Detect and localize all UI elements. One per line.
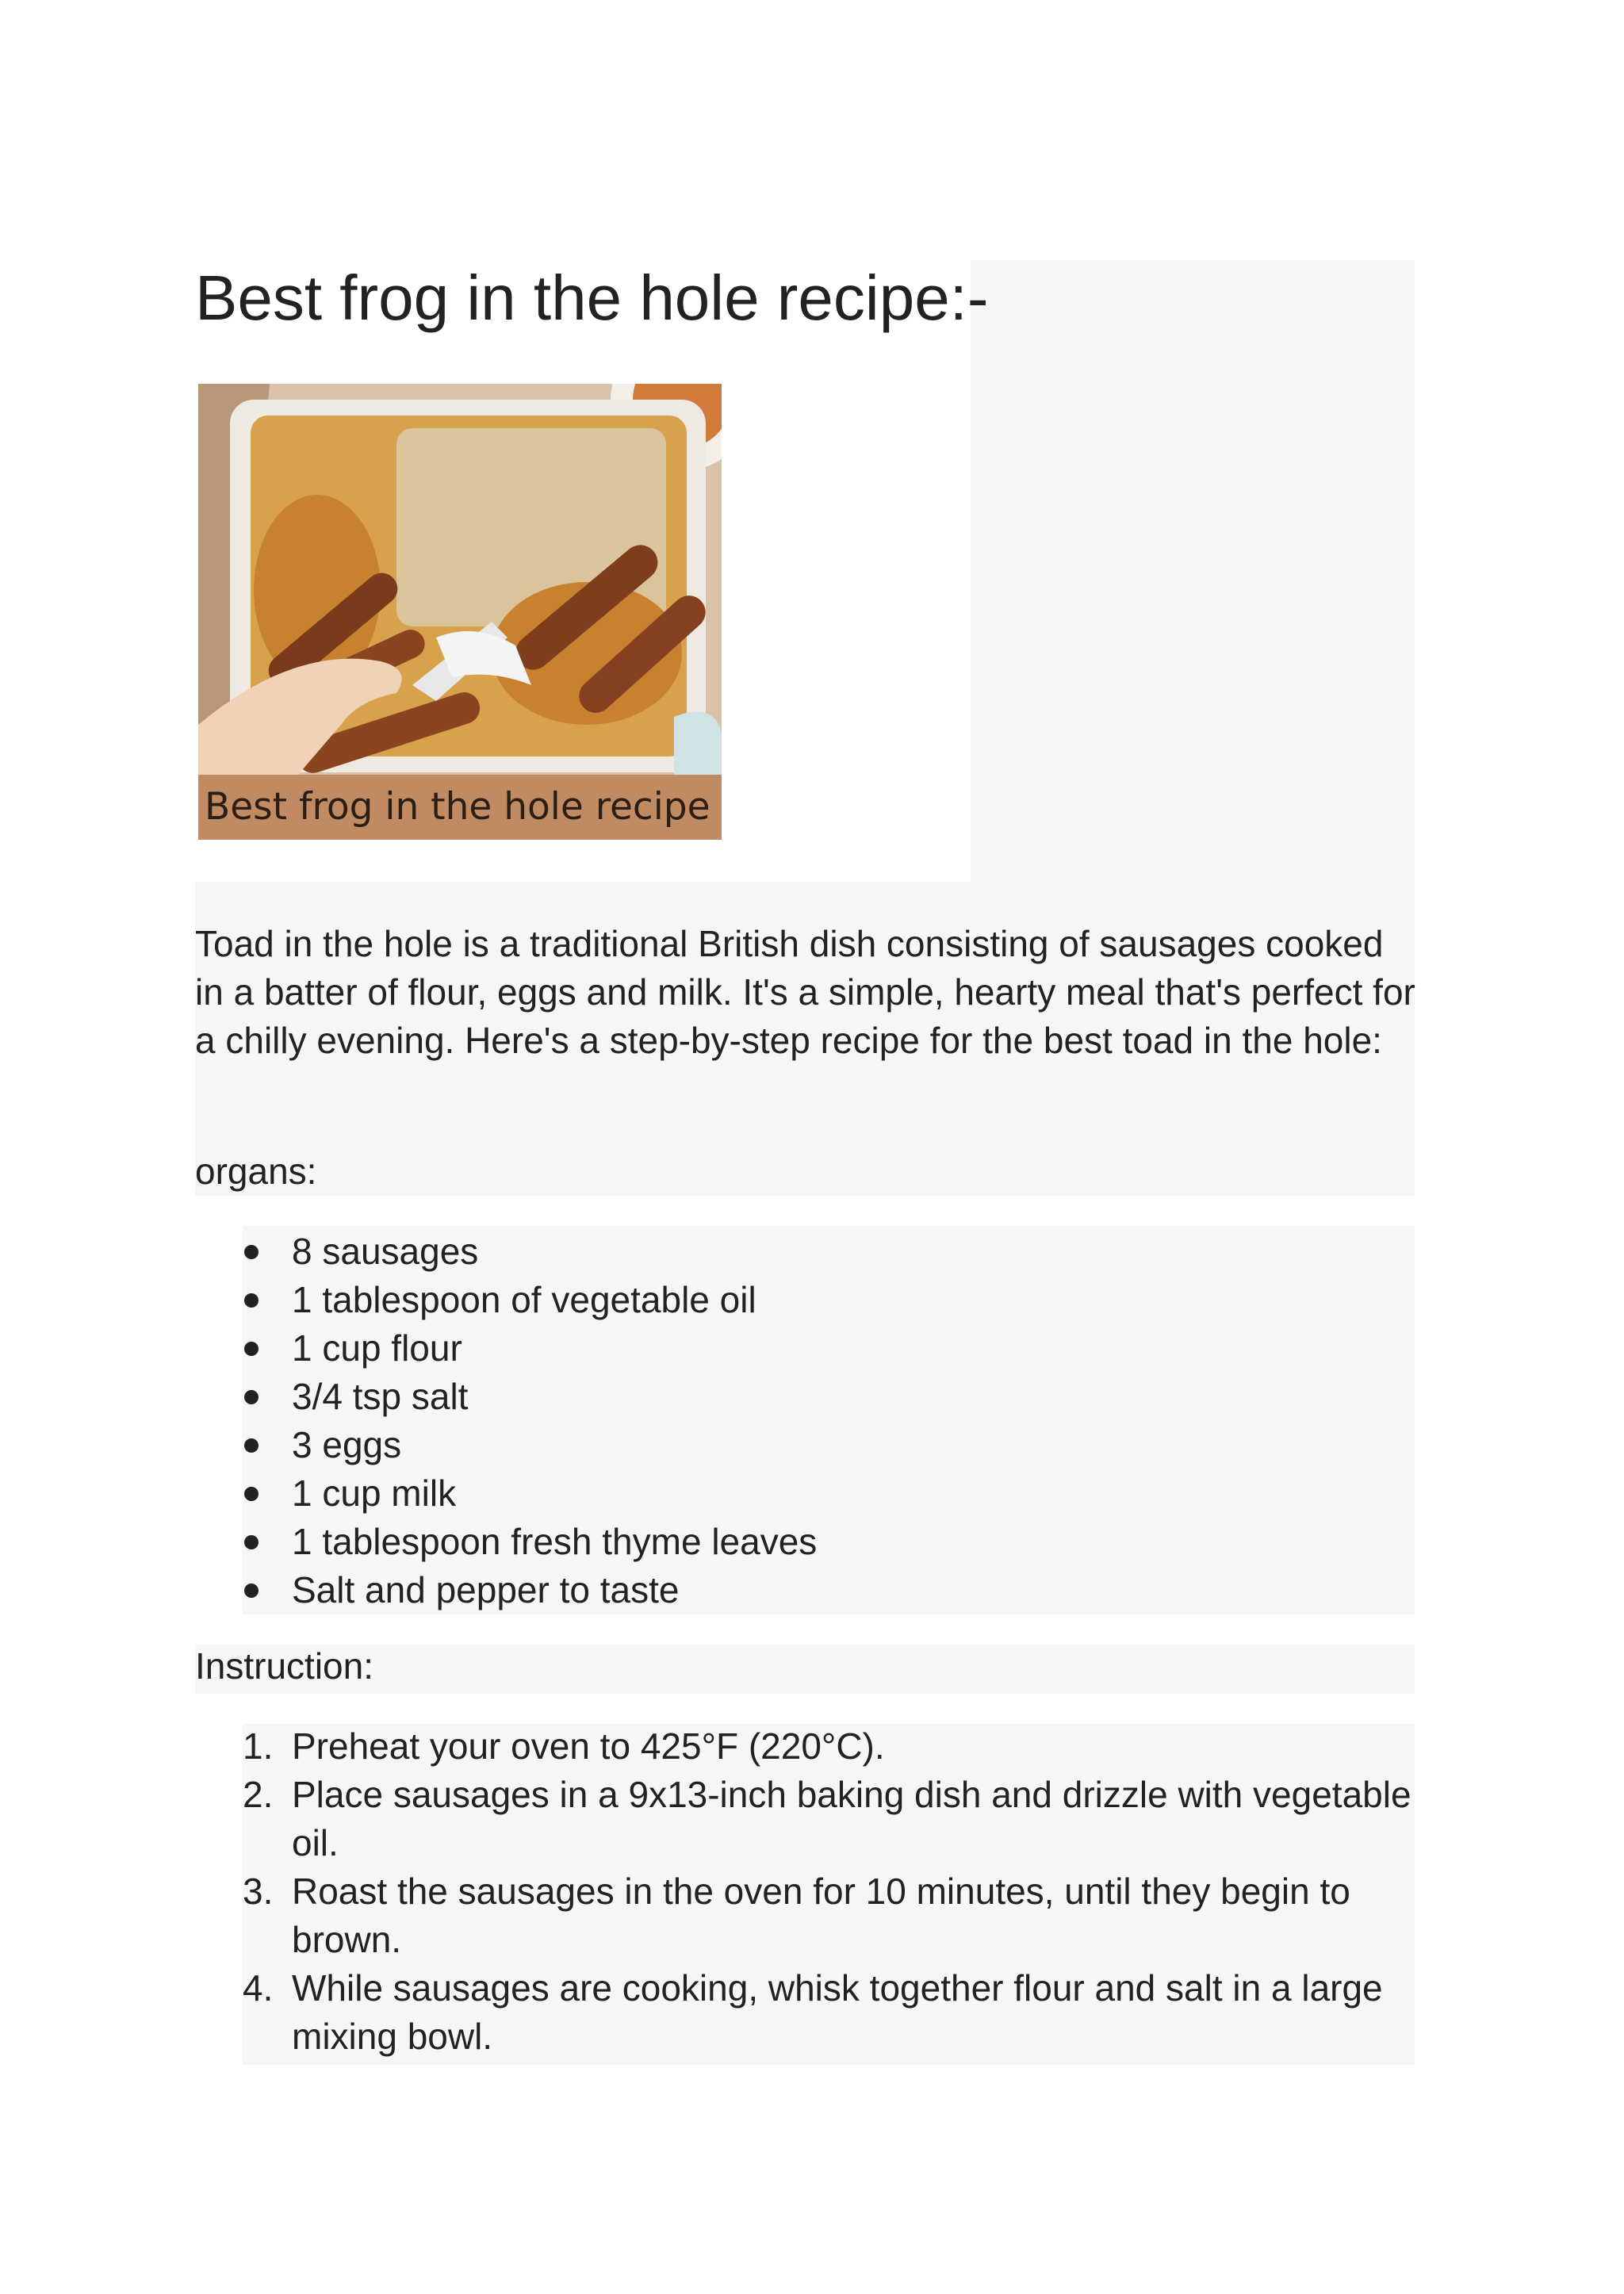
list-item: 3 eggs [243,1421,817,1469]
instructions-label: Instruction: [195,1645,373,1687]
ingredients-list [243,1227,817,1614]
bullet-icon [244,1293,259,1308]
page-title: Best frog in the hole recipe:- [195,262,989,333]
bullet-icon [244,1245,259,1259]
list-item: 3/4 tsp salt [243,1373,817,1421]
list-item: 1 tablespoon fresh thyme leaves [243,1518,817,1566]
bullet-icon [244,1438,259,1453]
bullet-icon [244,1535,259,1549]
recipe-photo [198,384,722,840]
photo-caption: Best frog in the hole recipe [198,775,722,840]
recipe-figure [195,374,812,882]
list-item: 2. Place sausages in a 9x13-inch baking dish and drizzle with vegetable oil. [243,1774,1411,1863]
bullet-icon [244,1584,259,1598]
list-item: 1 cup milk [243,1469,817,1518]
list-item: 1 cup flour [243,1324,817,1373]
list-item: 3. Roast the sausages in the oven for 10 minutes, until they begin to brown. [243,1871,1350,1960]
list-item: 1. Preheat your oven to 425°F (220°C). [243,1725,885,1767]
instructions-list [243,1722,1416,2061]
ingredients-label: organs: [195,1151,317,1192]
list-item: 4. While sausages are cooking, whisk together flour and salt in a large mixing bowl. [243,1967,1383,2057]
toad-in-hole-illustration [198,384,722,840]
bullet-icon [244,1342,259,1356]
bullet-icon [244,1390,259,1404]
intro-paragraph: Toad in the hole is a traditional British dish consisting of sausages cooked in a batter of flour, eggs and milk. It's a simple, hearty meal that's perfect for a chilly evening. Here's a step-by-step recipe for the best toad in the hole: [195,923,1415,1061]
bullet-icon [244,1487,259,1501]
highlight-block-instruction-label [195,1645,1415,1694]
list-item: Salt and pepper to taste [243,1566,817,1614]
list-item: 8 sausages [243,1227,817,1276]
list-item: 1 tablespoon of vegetable oil [243,1276,817,1324]
